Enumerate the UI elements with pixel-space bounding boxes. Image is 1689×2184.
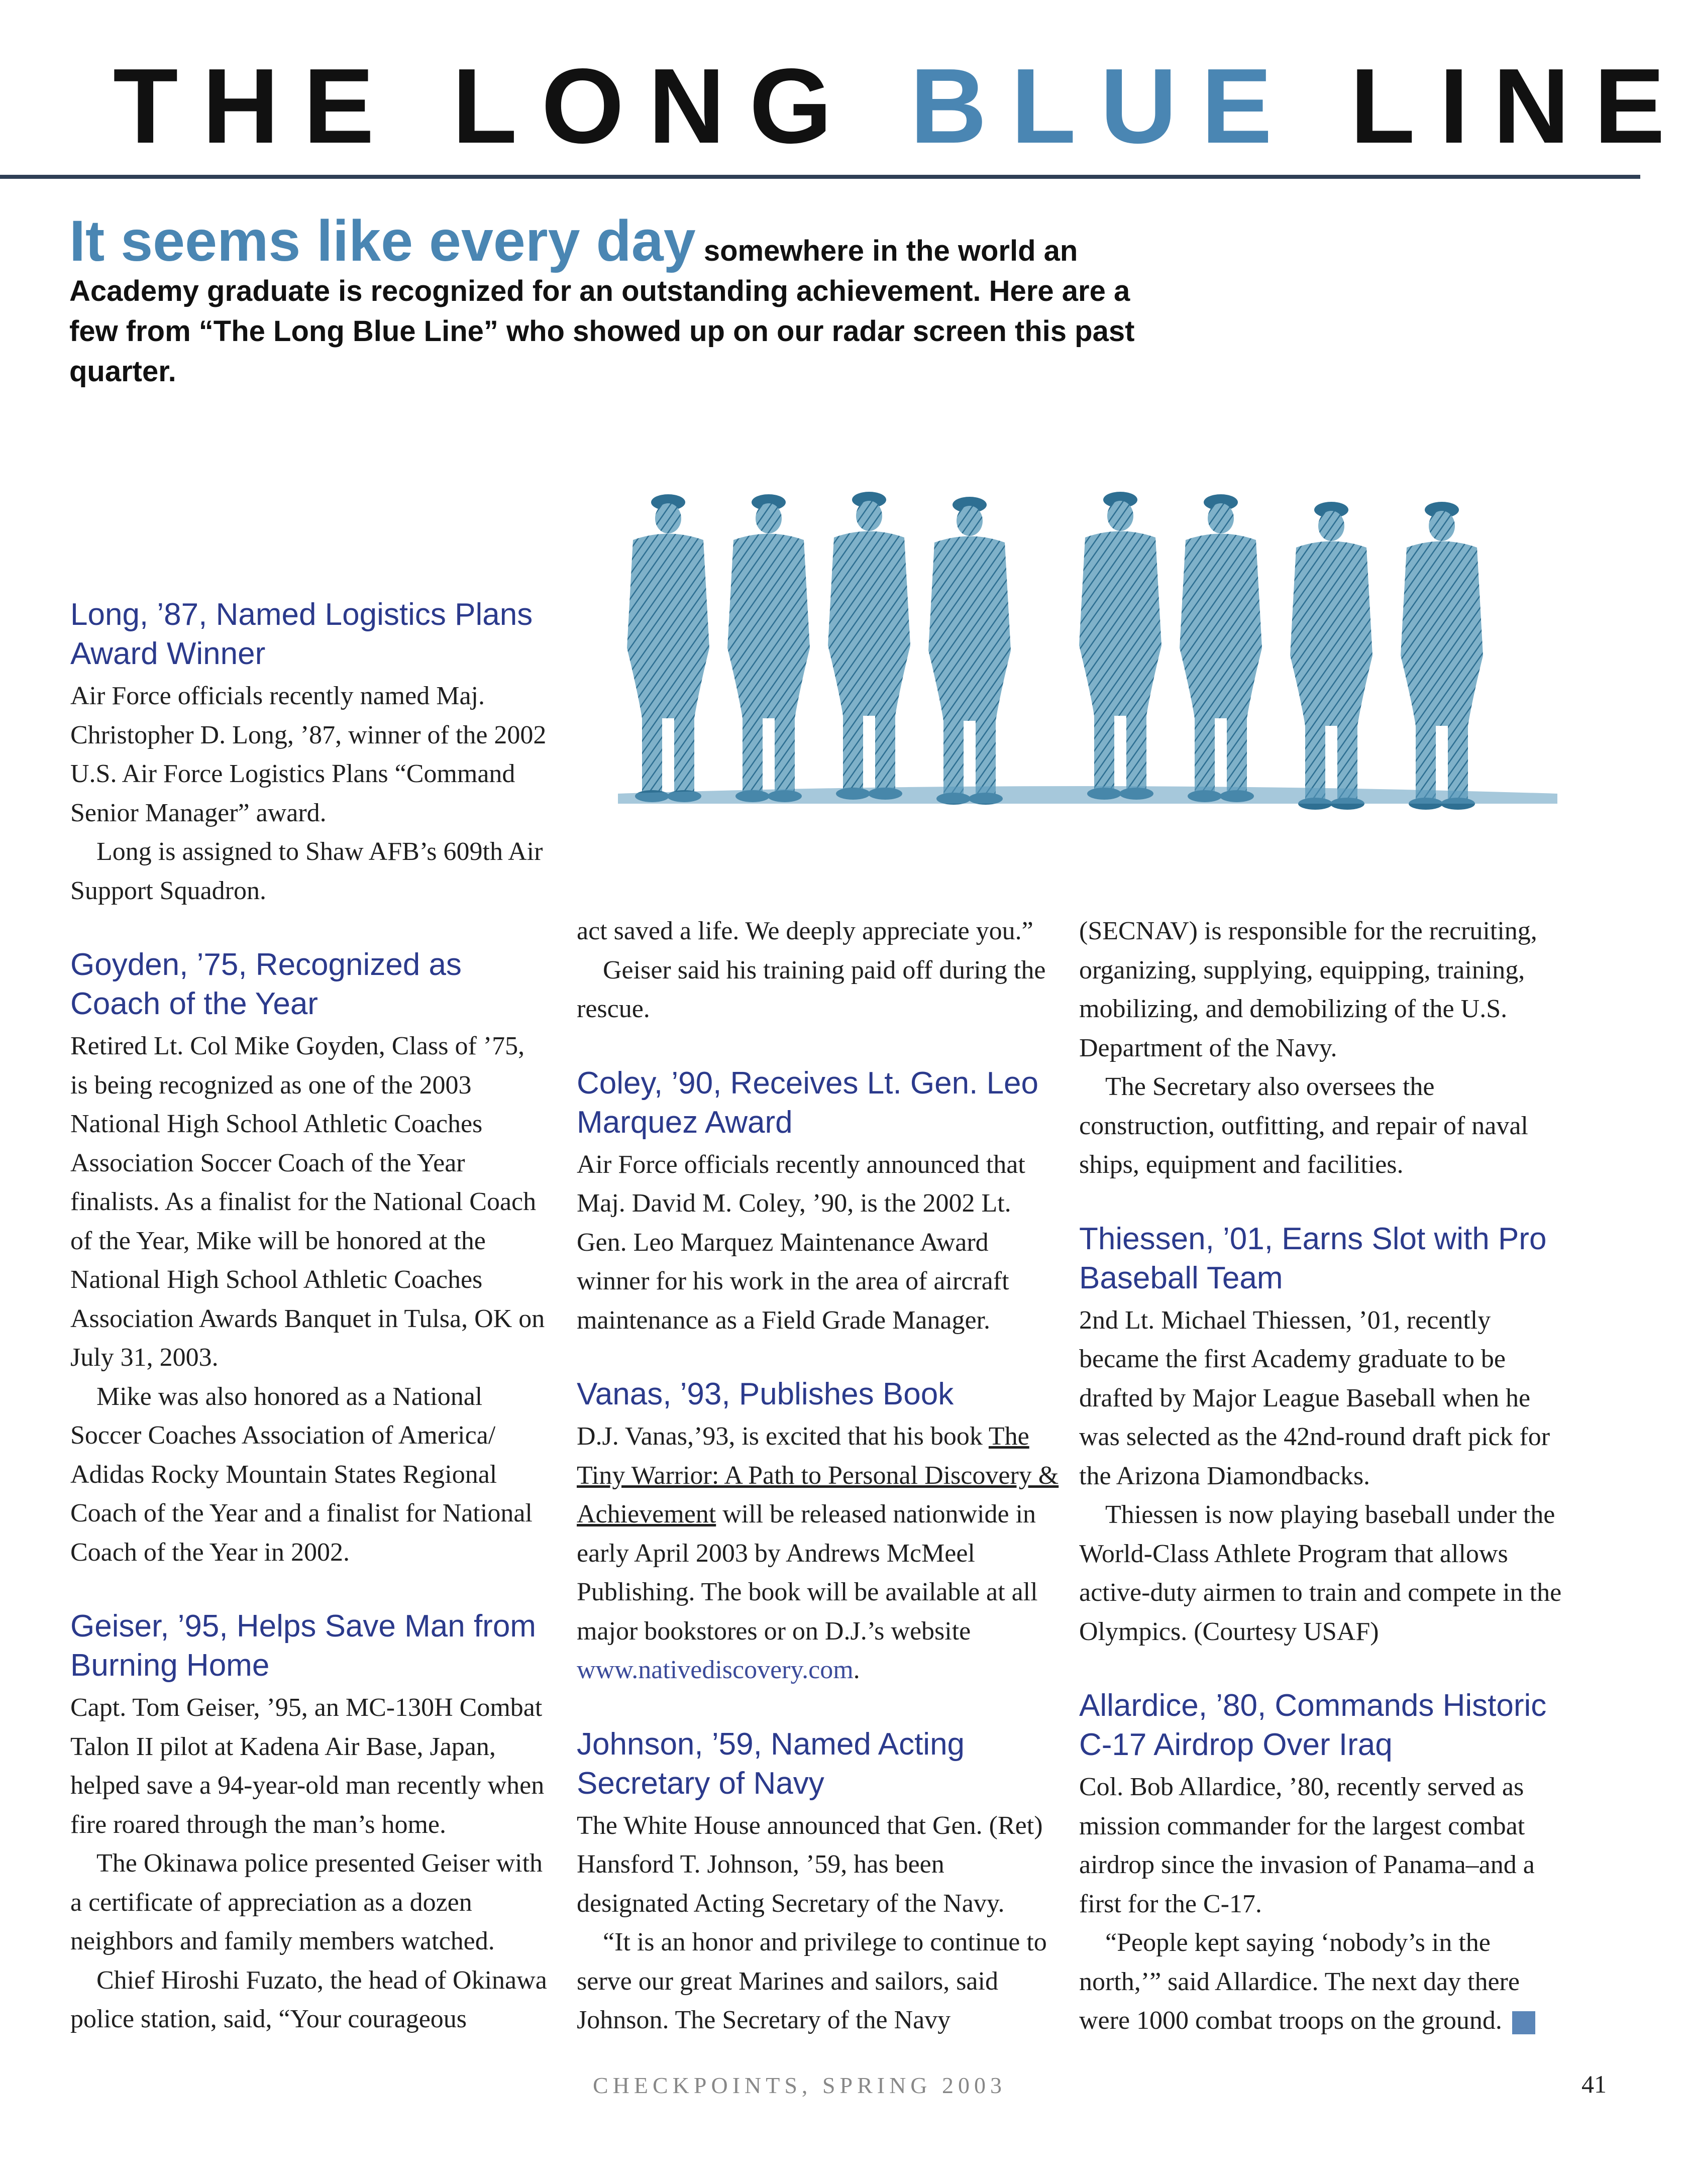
footer-publication: CHECKPOINTS, SPRING 2003 — [593, 2072, 1007, 2098]
airman-figure-3 — [828, 492, 910, 800]
article-vanas-text-c: . — [853, 1656, 860, 1684]
header-rule — [0, 175, 1640, 179]
article-allardice-p2-wrap — [1079, 1923, 1566, 2040]
article-johnson-continued — [1079, 912, 1566, 1184]
article-vanas-title: Vanas, ’93, Publishes Book — [577, 1377, 954, 1411]
intro-lead: It seems like every day — [69, 209, 696, 273]
article-vanas-text-b: will be released nationwide in early April 2003 by Andrews McMeel Publishing. The book will be available at all major bookstores or on D.J.’s website — [577, 1500, 1038, 1646]
article-geiser-p4: act saved a life. We deeply appreciate you.” — [577, 917, 1033, 945]
article-thiessen-p2: Thiessen is now playing baseball under the World-Class Athlete Program that allows active-duty airmen to train and compete in the Olympics. (Courtesy USAF) — [1079, 1500, 1562, 1646]
airman-figure-8 — [1401, 502, 1483, 810]
article-allardice-title: Allardice, ’80, Commands Historic C-17 Airdrop Over Iraq — [1079, 1688, 1547, 1762]
article-allardice — [1079, 1686, 1566, 2040]
column-2 — [577, 912, 1059, 2040]
checkmark-box-icon: ✓ — [1512, 2011, 1535, 2034]
article-coley-title: Coley, ’90, Receives Lt. Gen. Leo Marquez Award — [577, 1065, 1039, 1140]
article-allardice-p2: “People kept saying ‘nobody’s in the north,’” said Allardice. The next day there were 1000 combat troops on the ground. — [1079, 1928, 1520, 2035]
title-blue-word: BLUE — [910, 46, 1297, 165]
article-coley-p1: Air Force officials recently announced that Maj. David M. Coley, ’90, is the 2002 Lt. Gen. Leo Marquez Maintenance Award winner for his work in the area of aircraft maintenance as a Field Grade Manager. — [577, 1150, 1025, 1335]
title-part-1: THE LONG — [113, 46, 910, 165]
intro-paragraph — [69, 209, 1175, 392]
article-geiser-title: Geiser, ’95, Helps Save Man from Burning Home — [70, 1609, 536, 1683]
article-geiser — [70, 1607, 548, 2039]
article-johnson-p1: The White House announced that Gen. (Ret) Hansford T. Johnson, ’59, has been designated Acting Secretary of the Navy. — [577, 1811, 1043, 1918]
article-goyden-p1: Retired Lt. Col Mike Goyden, Class of ’75, is being recognized as one of the 2003 National High School Athletic Coaches Association Soccer Coach of the Year finalists. As a finalist for the National Coach of the Year, Mike will be honored at the National High School Athletic Coaches Association Awards Banquet in Tulsa, OK on July 31, 2003. — [70, 1032, 545, 1372]
airman-figure-1 — [627, 494, 709, 802]
column-1 — [70, 595, 548, 2039]
article-johnson — [577, 1725, 1059, 2040]
airmen-illustration — [618, 472, 1557, 824]
article-vanas — [577, 1375, 1059, 1690]
article-johnson-p2: “It is an honor and privilege to continue to serve our great Marines and sailors, said Johnson. The Secretary of the Navy — [577, 1928, 1047, 2034]
article-long-p2: Long is assigned to Shaw AFB’s 609th Air Support Squadron. — [70, 837, 543, 905]
page-number: 41 — [1581, 2070, 1607, 2098]
article-long-p1: Air Force officials recently named Maj. Christopher D. Long, ’87, winner of the 2002 U.S. Air Force Logistics Plans “Command Senior Manager” award. — [70, 682, 547, 827]
article-thiessen-title: Thiessen, ’01, Earns Slot with Pro Baseball Team — [1079, 1221, 1547, 1295]
article-coley — [577, 1064, 1059, 1340]
article-johnson-title: Johnson, ’59, Named Acting Secretary of Navy — [577, 1726, 965, 1801]
article-geiser-continued — [577, 912, 1059, 1029]
column-3 — [1079, 912, 1566, 2040]
article-vanas-p1 — [577, 1417, 1059, 1690]
article-long — [70, 595, 548, 910]
article-johnson-p4: The Secretary also oversees the construction, outfitting, and repair of naval ships, equipment and facilities. — [1079, 1072, 1528, 1179]
article-geiser-p3: Chief Hiroshi Fuzato, the head of Okinawa police station, said, “Your courageous — [70, 1965, 547, 2033]
website-link[interactable]: www.nativediscovery.com — [577, 1656, 854, 1684]
article-johnson-p3: (SECNAV) is responsible for the recruiting, organizing, supplying, equipping, training, mobilizing, and demobilizing of the U.S. Department of the Navy. — [1079, 917, 1537, 1062]
article-long-title: Long, ’87, Named Logistics Plans Award Winner — [70, 597, 533, 671]
masthead — [0, 0, 1689, 181]
article-goyden-p2: Mike was also honored as a National Soccer Coaches Association of America/ Adidas Rocky Mountain States Regional Coach of the Year and a finalist for National Coach of the Year in 2002. — [70, 1382, 533, 1567]
title-part-2: LINE — [1296, 46, 1689, 165]
page-title — [113, 46, 1689, 165]
airman-figure-7 — [1290, 502, 1373, 810]
article-thiessen-p1: 2nd Lt. Michael Thiessen, ’01, recently became the first Academy graduate to be drafted by Major League Baseball when he was selected as the 42nd-round draft pick for the Arizona Diamondbacks. — [1079, 1305, 1550, 1490]
article-vanas-text-a: D.J. Vanas,’93, is excited that his book — [577, 1422, 989, 1451]
airman-figure-2 — [727, 494, 810, 802]
article-thiessen — [1079, 1220, 1566, 1652]
article-goyden — [70, 945, 548, 1572]
article-geiser-p2: The Okinawa police presented Geiser with a certificate of appreciation as a dozen neighbors and family members watched. — [70, 1849, 543, 1955]
book-title: The Tiny Warrior: A Path to Personal Discovery & Achievement — [577, 1422, 1059, 1528]
airman-figure-6 — [1180, 494, 1262, 802]
article-allardice-p1: Col. Bob Allardice, ’80, recently served as mission commander for the largest combat airdrop since the invasion of Panama–and a first for the C-17. — [1079, 1773, 1535, 1918]
airman-figure-4 — [928, 497, 1011, 805]
article-goyden-title: Goyden, ’75, Recognized as Coach of the Year — [70, 947, 462, 1021]
article-geiser-p5: Geiser said his training paid off during the rescue. — [577, 955, 1046, 1023]
intro-text: somewhere in the world an Academy graduate is recognized for an outstanding achievement. Here are a few from “The Long Blue Line” who showed up on our radar screen this past quarter. — [69, 235, 1135, 388]
article-geiser-p1: Capt. Tom Geiser, ’95, an MC-130H Combat Talon II pilot at Kadena Air Base, Japan, helped save a 94-year-old man recently when fire roared through the man’s home. — [70, 1693, 545, 1839]
airman-figure-5 — [1079, 492, 1162, 800]
